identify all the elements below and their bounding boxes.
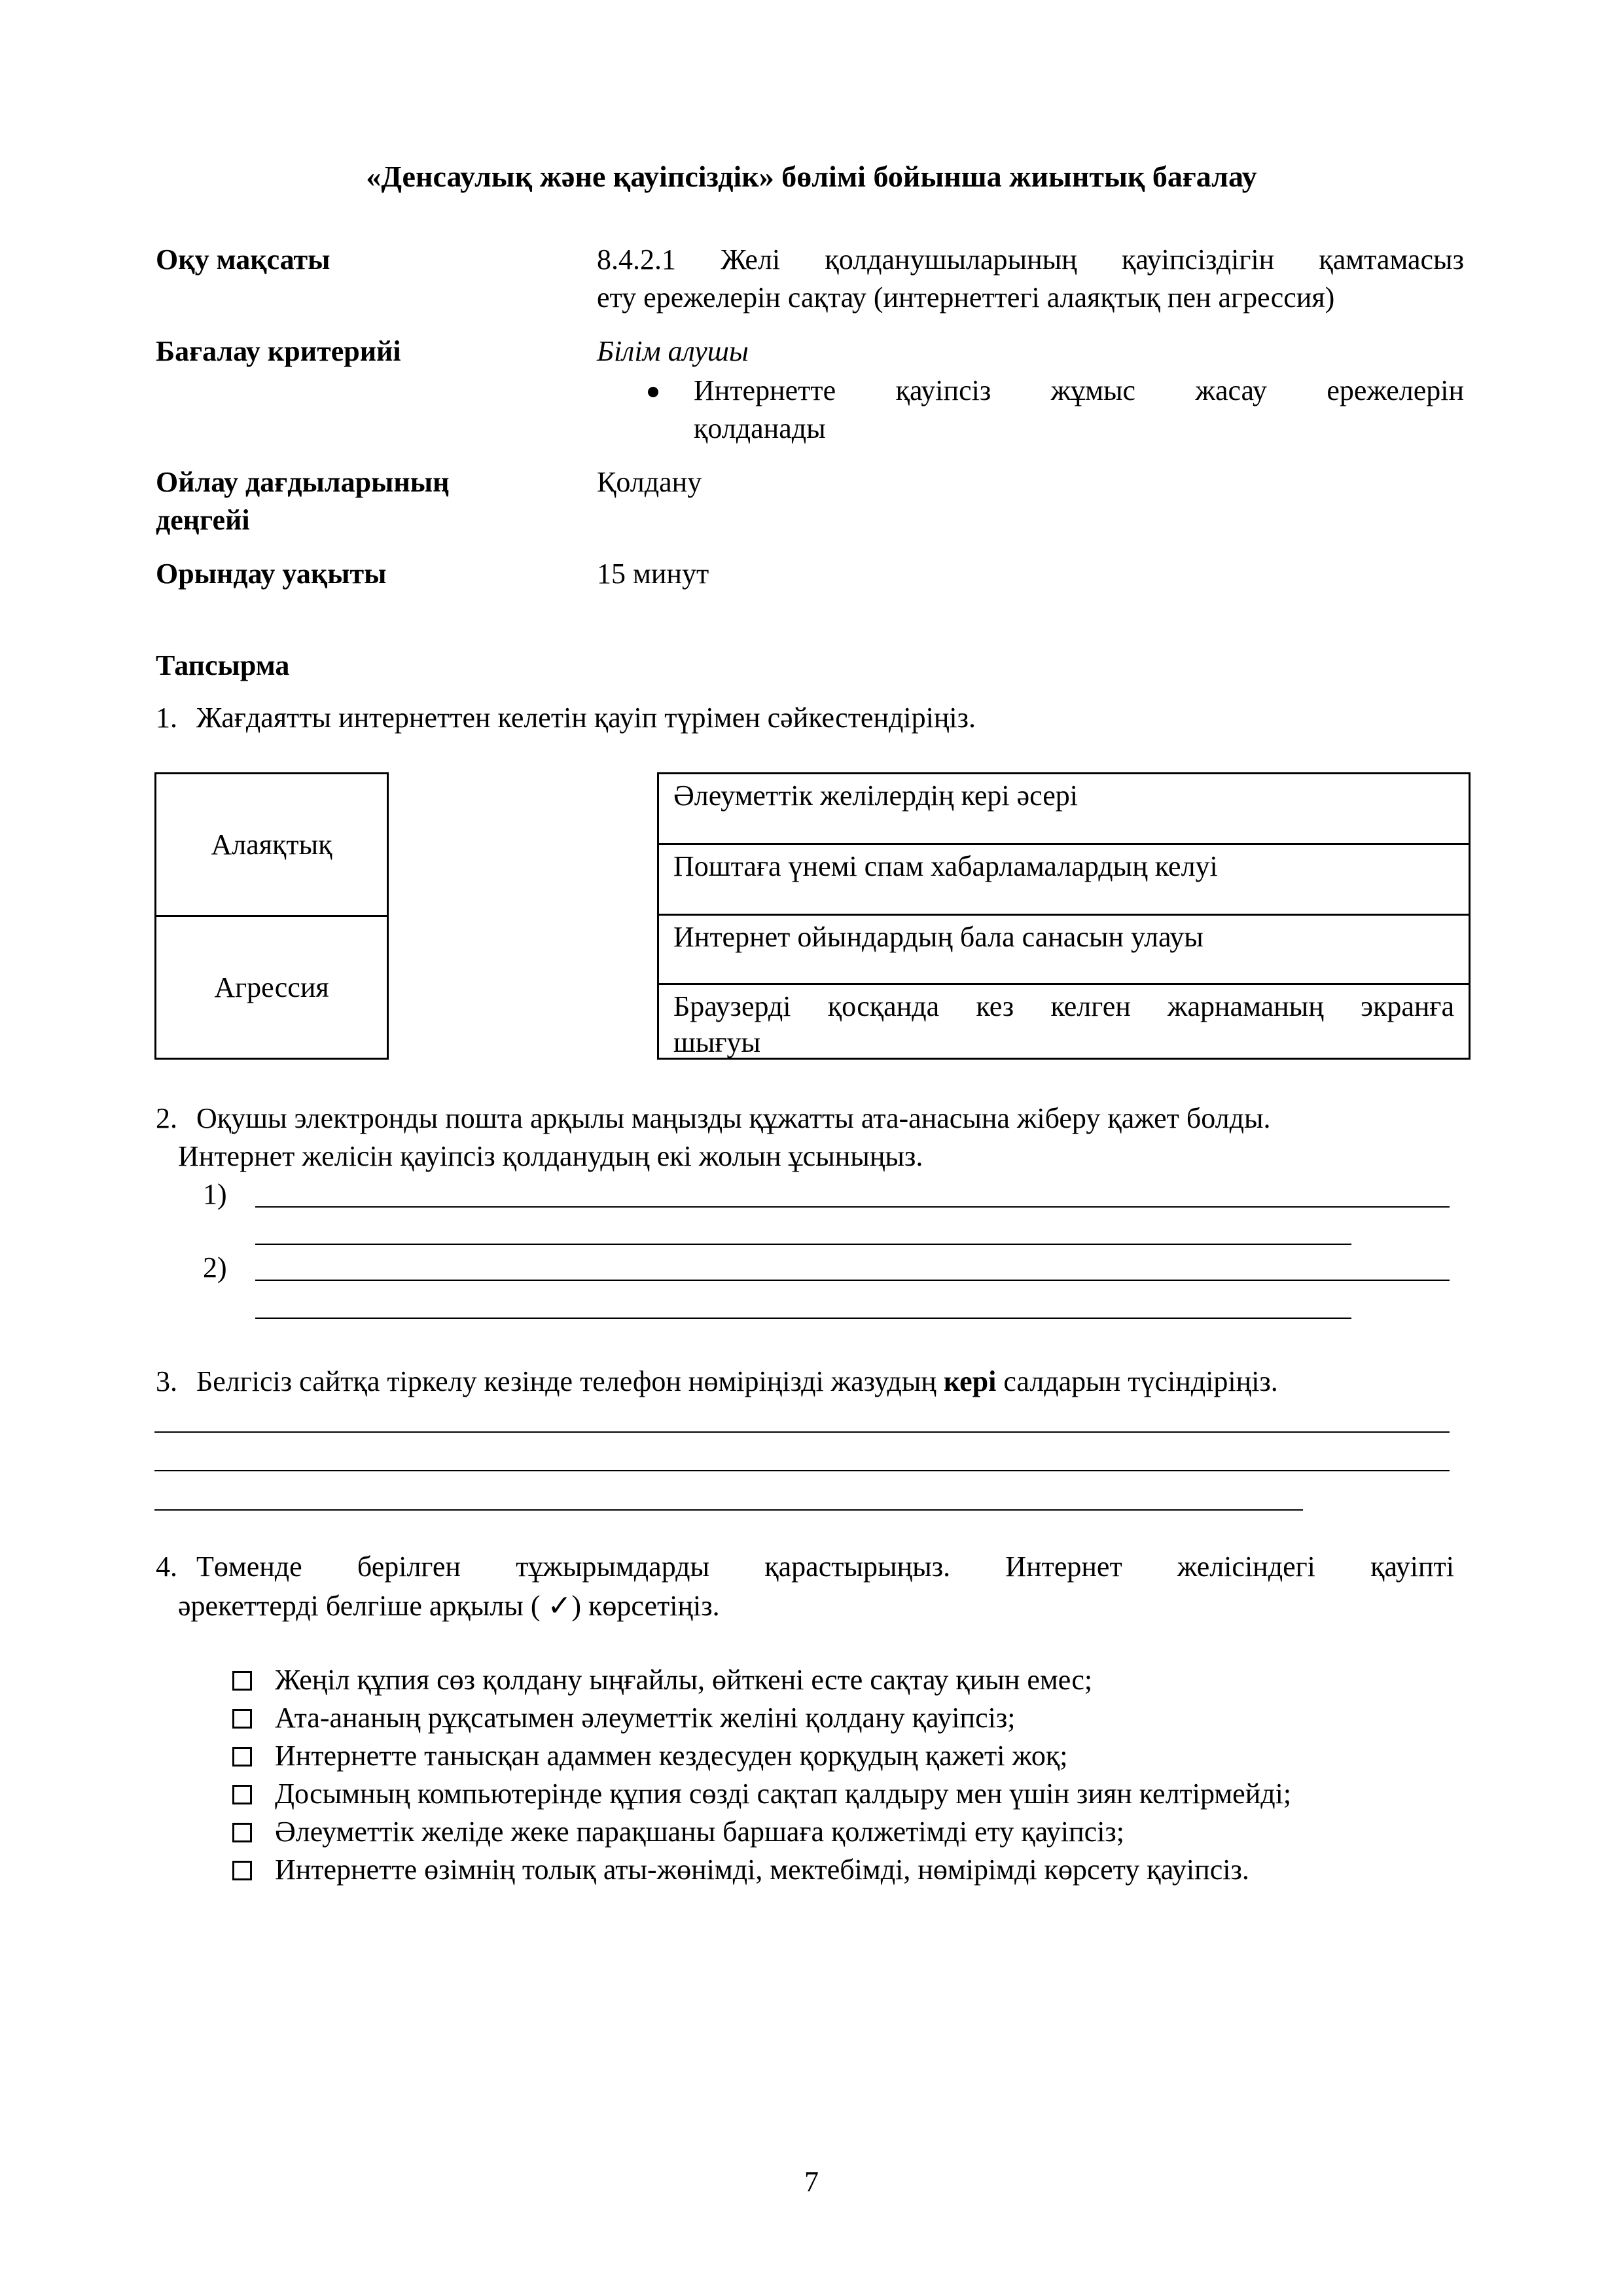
q4-item-3: Интернетте танысқан адаммен кездесуден қорқудың қажеті жоқ;	[275, 1740, 1068, 1772]
checkbox[interactable]	[232, 1861, 252, 1880]
row-divider	[659, 914, 1469, 916]
page-number: 7	[804, 2166, 819, 2198]
thinking-value: Қолдану	[597, 466, 702, 498]
q2-item-2-label: 2)	[203, 1251, 227, 1283]
criteria-intro: Білім алушы	[597, 335, 749, 367]
checkbox[interactable]	[232, 1671, 252, 1691]
match-left-label-1: Алаяқтық	[211, 828, 332, 861]
q4-number: 4.	[156, 1551, 177, 1583]
q4-line-2: әрекеттерді белгіше арқылы ( ✓) көрсетіңіз.	[178, 1590, 720, 1622]
checkbox[interactable]	[232, 1823, 252, 1842]
criteria-item-line-2: қолданады	[694, 412, 826, 444]
time-value: 15 минут	[597, 558, 709, 590]
q3-text	[196, 1363, 1278, 1400]
q3-text-bold: кері	[943, 1365, 997, 1397]
answer-line[interactable]	[154, 1509, 1303, 1511]
thinking-label-line-2: деңгейі	[156, 504, 250, 536]
answer-line[interactable]	[255, 1206, 1450, 1208]
goal-line-1: 8.4.2.1 Желі қолданушыларының қауіпсіздігін қамтамасыз	[597, 243, 1464, 276]
match-right-row-4-line-1[interactable]: Браузерді қосқанда кез келген жарнаманың экранға	[673, 990, 1454, 1022]
criteria-label: Бағалау критерийі	[156, 335, 401, 367]
match-right-row-3[interactable]: Интернет ойындардың бала санасын улауы	[673, 921, 1204, 953]
q2-item-1-label: 1)	[203, 1178, 227, 1210]
q3-text-end: салдарын түсіндіріңіз.	[996, 1365, 1278, 1397]
thinking-label-line-1: Ойлау дағдыларының	[156, 466, 450, 498]
answer-line[interactable]	[255, 1280, 1450, 1281]
goal-line-2: ету ережелерін сақтау (интернеттегі алаяқтық пен агрессия)	[597, 281, 1335, 314]
match-right-row-1[interactable]: Әлеуметтік желілердің кері әсері	[673, 780, 1078, 812]
q3-number: 3.	[156, 1365, 177, 1397]
bullet-icon	[648, 387, 658, 397]
q2-number: 2.	[156, 1102, 177, 1134]
page-title: «Денсаулық және қауіпсіздік» бөлімі бойынша жиынтық бағалау	[366, 160, 1257, 193]
row-divider	[659, 843, 1469, 845]
match-right-row-4-line-2: шығуы	[673, 1026, 761, 1058]
match-left-label-2: Агрессия	[214, 971, 329, 1003]
time-label: Орындау уақыты	[156, 558, 387, 590]
q3-text-start: Белгісіз сайтқа тіркелу кезінде телефон нөміріңізді жазудың	[196, 1365, 944, 1397]
match-left-box-2[interactable]	[154, 915, 389, 1060]
q4-item-2: Ата-ананың рұқсатымен әлеуметтік желіні қолдану қауіпсіз;	[275, 1702, 1016, 1734]
q2-line-2: Интернет желісін қауіпсіз қолданудың екі жолын ұсыныңыз.	[178, 1140, 923, 1172]
q4-line-1: Төменде берілген тұжырымдарды қарастырыңыз. Интернет желісіндегі қауіпті	[196, 1551, 1454, 1583]
q2-line-1: Оқушы электронды пошта арқылы маңызды құжатты ата-анасына жіберу қажет болды.	[196, 1102, 1271, 1134]
match-right-row-2[interactable]: Поштаға үнемі спам хабарламалардың келуі	[673, 850, 1218, 882]
q4-item-1: Жеңіл құпия сөз қолдану ыңғайлы, өйткені есте сақтау қиын емес;	[275, 1664, 1093, 1696]
row-divider	[659, 983, 1469, 985]
q1-text: Жағдаятты интернеттен келетін қауіп түрімен сәйкестендіріңіз.	[196, 702, 976, 734]
task-heading: Тапсырма	[156, 649, 290, 681]
checkbox[interactable]	[232, 1747, 252, 1767]
answer-line[interactable]	[255, 1318, 1351, 1319]
q4-item-4: Досымның компьютерінде құпия сөзді сақтап қалдыру мен үшін зиян келтірмейді;	[275, 1778, 1292, 1810]
answer-line[interactable]	[255, 1244, 1351, 1245]
answer-line[interactable]	[154, 1470, 1450, 1471]
match-left-box-1[interactable]	[154, 772, 389, 917]
answer-line[interactable]	[154, 1431, 1450, 1433]
goal-label: Оқу мақсаты	[156, 243, 330, 276]
checkbox[interactable]	[232, 1709, 252, 1729]
q4-item-5: Әлеуметтік желіде жеке парақшаны баршаға қолжетімді ету қауіпсіз;	[275, 1816, 1125, 1848]
match-right-table	[657, 772, 1471, 1060]
checkbox[interactable]	[232, 1785, 252, 1804]
criteria-item-line-1: Интернетте қауіпсіз жұмыс жасау ережелерін	[694, 374, 1464, 406]
q4-item-6: Интернетте өзімнің толық аты-жөнімді, мектебімді, нөмірімді көрсету қауіпсіз.	[275, 1854, 1249, 1886]
q1-number: 1.	[156, 702, 177, 734]
